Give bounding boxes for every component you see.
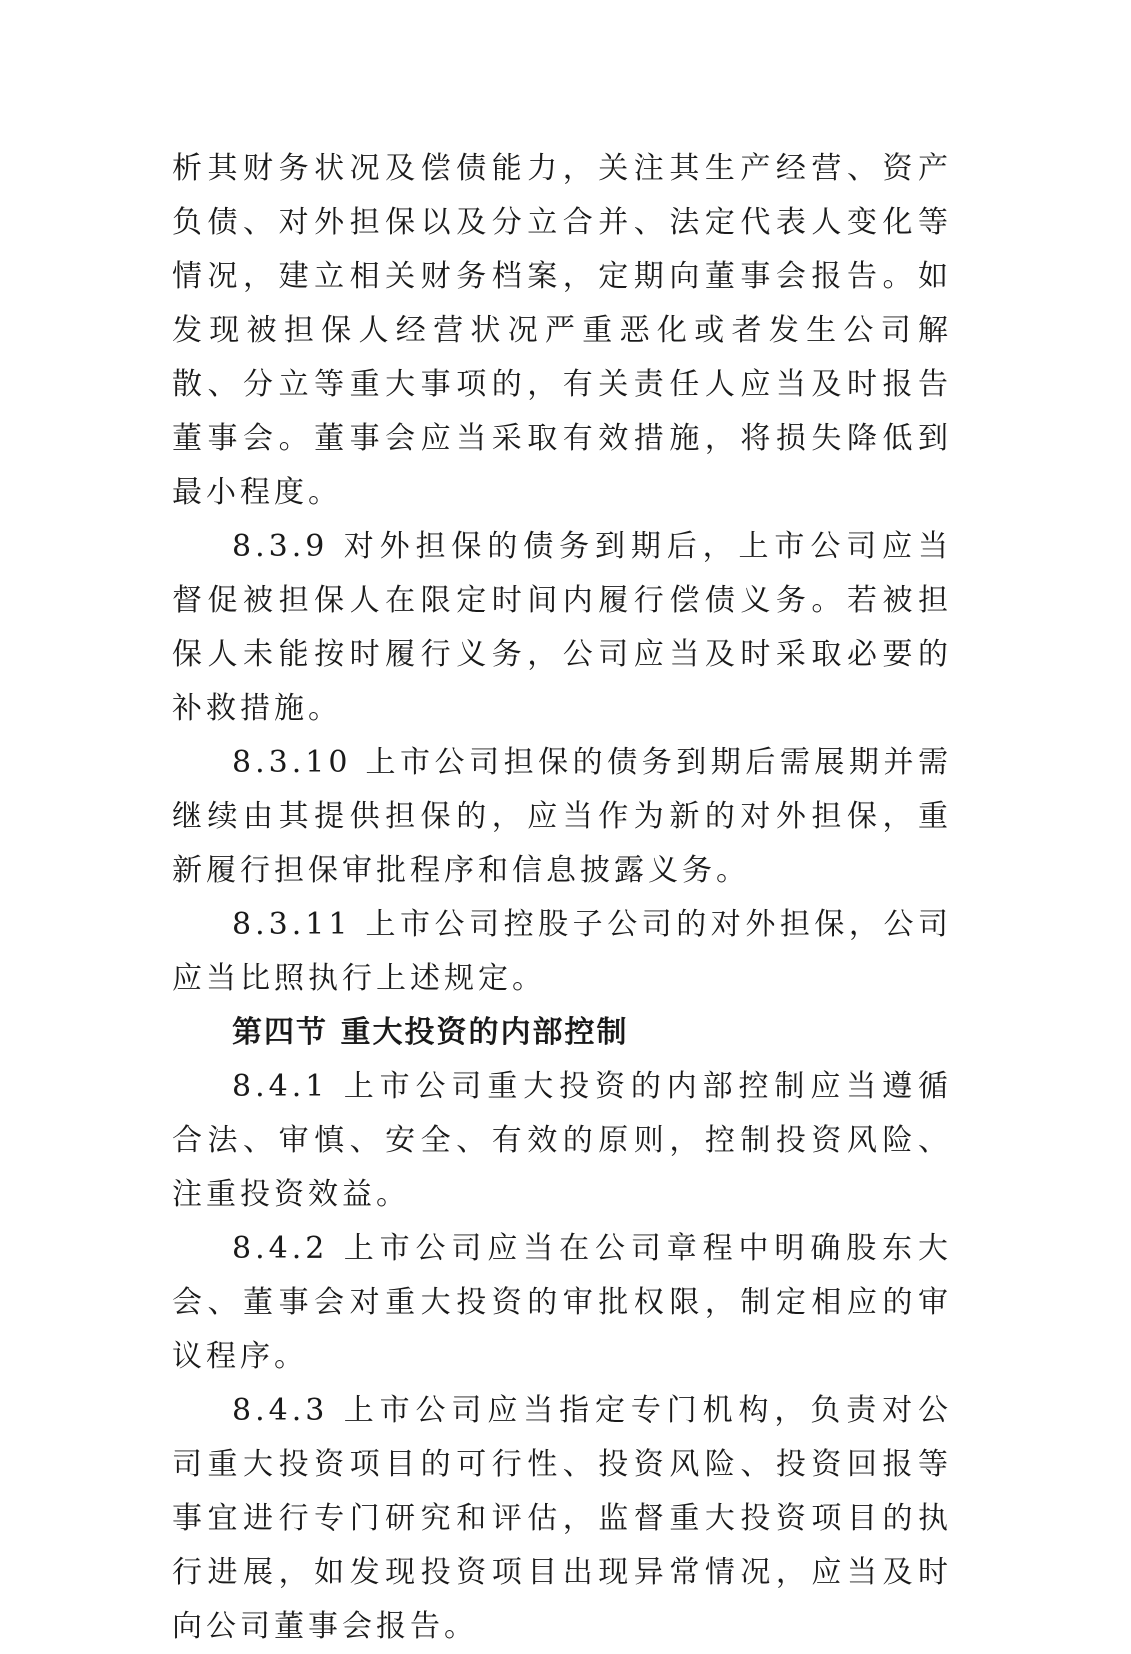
paragraph-8-3-9: 8.3.9 对外担保的债务到期后，上市公司应当督促被担保人在限定时间内履行偿债义务。若被担保人未能按时履行义务，公司应当及时采取必要的补救措施。	[172, 529, 952, 726]
paragraph-8-3-10: 8.3.10 上市公司担保的债务到期后需展期并需继续由其提供担保的，应当作为新的对外担保，重新履行担保审批程序和信息披露义务。	[172, 745, 952, 888]
paragraph-8-4-2: 8.4.2 上市公司应当在公司章程中明确股东大会、董事会对重大投资的审批权限，制定相应的审议程序。	[172, 1231, 952, 1374]
paragraph-8-4-1: 8.4.1 上市公司重大投资的内部控制应当遵循合法、审慎、安全、有效的原则，控制投资风险、注重投资效益。	[172, 1069, 952, 1212]
paragraph-8-3-11: 8.3.11 上市公司控股子公司的对外担保，公司应当比照执行上述规定。	[172, 907, 952, 996]
paragraph-8-4-3: 8.4.3 上市公司应当指定专门机构，负责对公司重大投资项目的可行性、投资风险、投资回报等事宜进行专门研究和评估，监督重大投资项目的执行进展，如发现投资项目出现异常情况，应当及时向公司董事会报告。	[172, 1393, 952, 1644]
document-body	[172, 142, 952, 1654]
paragraph-continued: 析其财务状况及偿债能力，关注其生产经营、资产负债、对外担保以及分立合并、法定代表人变化等情况，建立相关财务档案，定期向董事会报告。如发现被担保人经营状况严重恶化或者发生公司解散、分立等重大事项的，有关责任人应当及时报告董事会。董事会应当采取有效措施，将损失降低到最小程度。	[172, 151, 952, 510]
section-heading: 第四节 重大投资的内部控制	[232, 1015, 629, 1050]
